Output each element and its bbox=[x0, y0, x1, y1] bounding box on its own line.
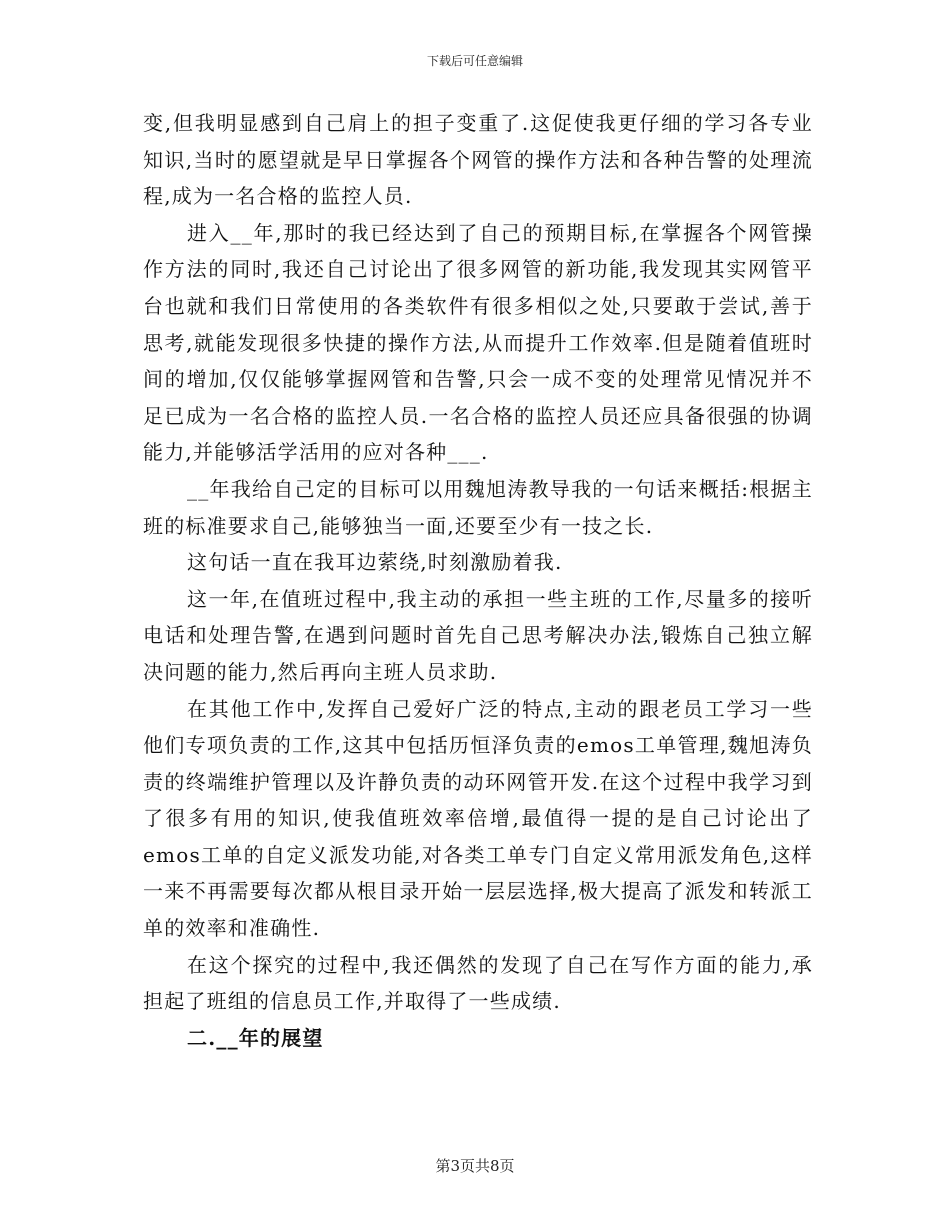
paragraph-1: 变,但我明显感到自己肩上的担子变重了.这促使我更仔细的学习各专业知识,当时的愿望就是早日掌握各个网管的操作方法和各种告警的处理流程,成为一名合格的监控人员. bbox=[143, 111, 813, 209]
section-heading: 二.__年的展望 bbox=[187, 1025, 324, 1050]
page-number: 第3页共8页 bbox=[435, 1157, 515, 1175]
page-header-note: 下载后可任意编辑 bbox=[426, 54, 523, 68]
paragraph-2: 进入__年,那时的我已经达到了自己的预期目标,在掌握各个网管操作方法的同时,我还自己讨论出了很多网管的新功能,我发现其实网管平台也就和我们日常使用的各类软件有很多相似之处,只要敢于尝试,善于思考,就能发现很多快捷的操作方法,从而提升工作效率.但是随着值班时间的增加,仅仅能够掌握网管和告警,只会一成不变的处理常见情况并不足已成为一名合格的监控人员.一名合格的监控人员还应具备很强的协调能力,并能够活学活用的应对各种___. bbox=[143, 220, 813, 465]
paragraph-5: 这一年,在值班过程中,我主动的承担一些主班的工作,尽量多的接听电话和处理告警,在遇到问题时首先自己思考解决办法,锻炼自己独立解决问题的能力,然后再向主班人员求助. bbox=[143, 586, 813, 684]
paragraph-7: 在这个探究的过程中,我还偶然的发现了自己在写作方面的能力,承担起了班组的信息员工作,并取得了一些成绩. bbox=[143, 952, 813, 1014]
paragraph-4: 这句话一直在我耳边萦绕,时刻激励着我. bbox=[187, 550, 563, 575]
paragraph-3: __年我给自己定的目标可以用魏旭涛教导我的一句话来概括:根据主班的标准要求自己,能够独当一面,还要至少有一技之长. bbox=[143, 476, 813, 538]
paragraph-6: 在其他工作中,发挥自己爱好广泛的特点,主动的跟老员工学习一些他们专项负责的工作,这其中包括历恒泽负责的emos工单管理,魏旭涛负责的终端维护管理以及许静负责的动环网管开发.在这个过程中我学习到了很多有用的知识,使我值班效率倍增,最值得一提的是自己讨论出了emos工单的自定义派发功能,对各类工单专门自定义常用派发角色,这样一来不再需要每次都从根目录开始一层层选择,极大提高了派发和转派工单的效率和准确性. bbox=[143, 696, 813, 941]
document-body bbox=[143, 105, 813, 1056]
